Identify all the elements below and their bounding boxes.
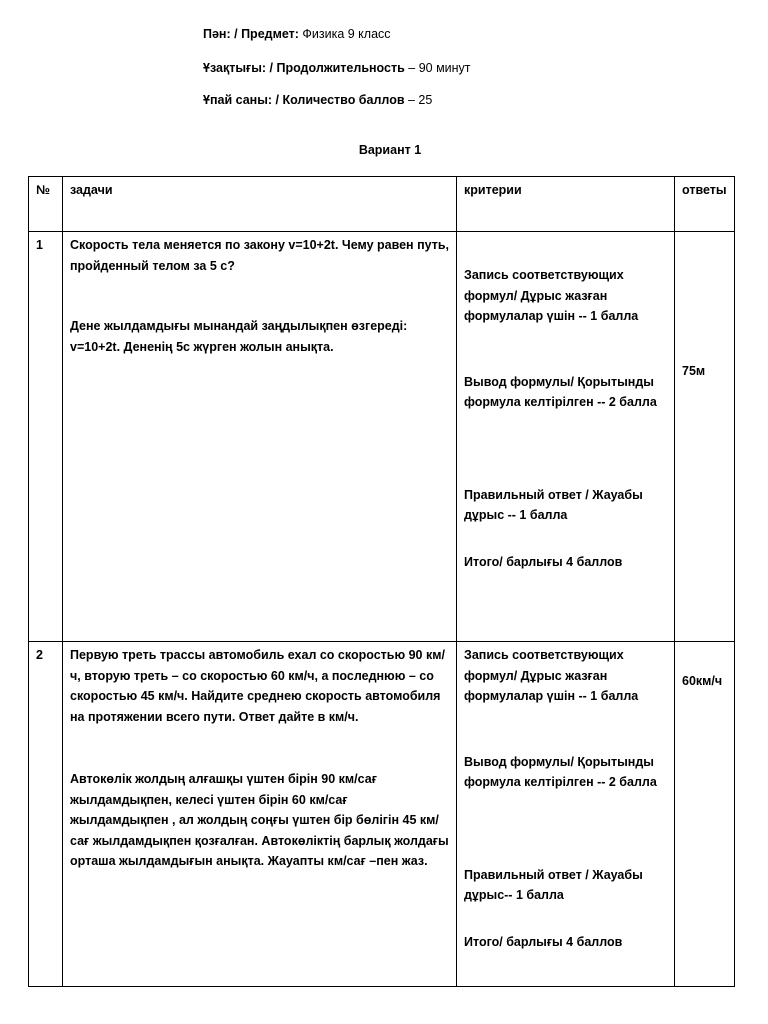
task-text-kz: Дене жылдамдығы мынандай заңдылықпен өзгереді: v=10+2t. Дененің 5с жүрген жолын анықта.	[70, 319, 408, 354]
header-criteria: критерии	[457, 177, 675, 232]
row-number: 1	[29, 232, 63, 642]
criterion-formulas: Запись соответствующих формул/ Дұрыс жазған формулалар үшін -- 1 балла	[464, 268, 639, 323]
points-label: Ұпай саны: / Количество баллов	[203, 93, 405, 107]
header-tasks: задачи	[63, 177, 457, 232]
criteria-cell	[457, 642, 675, 987]
criterion-derivation: Вывод формулы/ Қорытынды формула келтірілген -- 2 балла	[464, 374, 657, 409]
criterion-total: Итого/ барлығы 4 баллов	[464, 934, 623, 949]
task-cell	[63, 642, 457, 987]
criterion-answer: Правильный ответ / Жауабы дұрыс -- 1 балла	[464, 487, 643, 522]
row-number: 2	[29, 642, 63, 987]
points-line	[203, 92, 432, 108]
header-answers: ответы	[675, 177, 735, 232]
answer-cell	[675, 232, 735, 642]
points-value: – 25	[408, 93, 433, 107]
header-number: №	[29, 177, 63, 232]
task-table	[28, 176, 735, 987]
task-cell	[63, 232, 457, 642]
duration-value: – 90 минут	[408, 61, 471, 75]
criterion-total: Итого/ барлығы 4 баллов	[464, 554, 623, 569]
answer-cell	[675, 642, 735, 987]
subject-line	[203, 26, 391, 42]
variant-title: Вариант 1	[358, 143, 422, 157]
table-row	[29, 232, 735, 642]
criterion-formulas: Запись соответствующих формул/ Дұрыс жазған формулалар үшін -- 1 балла	[464, 648, 639, 703]
subject-value: Физика 9 класс	[302, 27, 391, 41]
task-text-ru: Скорость тела меняется по закону v=10+2t. Чему равен путь, пройденный телом за 5 с?	[70, 238, 450, 273]
task-text-kz: Автокөлік жолдың алғашқы үштен бірін 90 км/сағ жылдамдықпен, келесі үштен бірін 60 км/сағ жылдамдықпен , ал жолдың соңғы үштен бір бөлігін 45 км/сағ жылдамдықпен қозғалған. Автокөліктің барлық жолдағы орташа жылдамдығын анықта. Жауапты км/сағ –пен жаз.	[70, 772, 449, 868]
criterion-answer: Правильный ответ / Жауабы дұрыс-- 1 балла	[464, 867, 643, 902]
task-text-ru: Первую треть трассы автомобиль ехал со скоростью 90 км/ч, вторую треть – со скоростью 60 км/ч, а последнюю – со скоростью 45 км/ч. Найдите среднею скорость автомобиля на протяжении всего пути. Ответ дайте в км/ч.	[70, 648, 445, 724]
table-header-row	[29, 177, 735, 232]
table-row	[29, 642, 735, 987]
criteria-cell	[457, 232, 675, 642]
answer-value: 60км/ч	[682, 674, 723, 688]
duration-label: Ұзақтығы: / Продолжительность	[203, 61, 405, 75]
criterion-derivation: Вывод формулы/ Қорытынды формула келтірілген -- 2 балла	[464, 754, 657, 789]
subject-label: Пән: / Предмет:	[203, 27, 299, 41]
answer-value: 75м	[682, 364, 706, 378]
duration-line	[203, 60, 471, 76]
